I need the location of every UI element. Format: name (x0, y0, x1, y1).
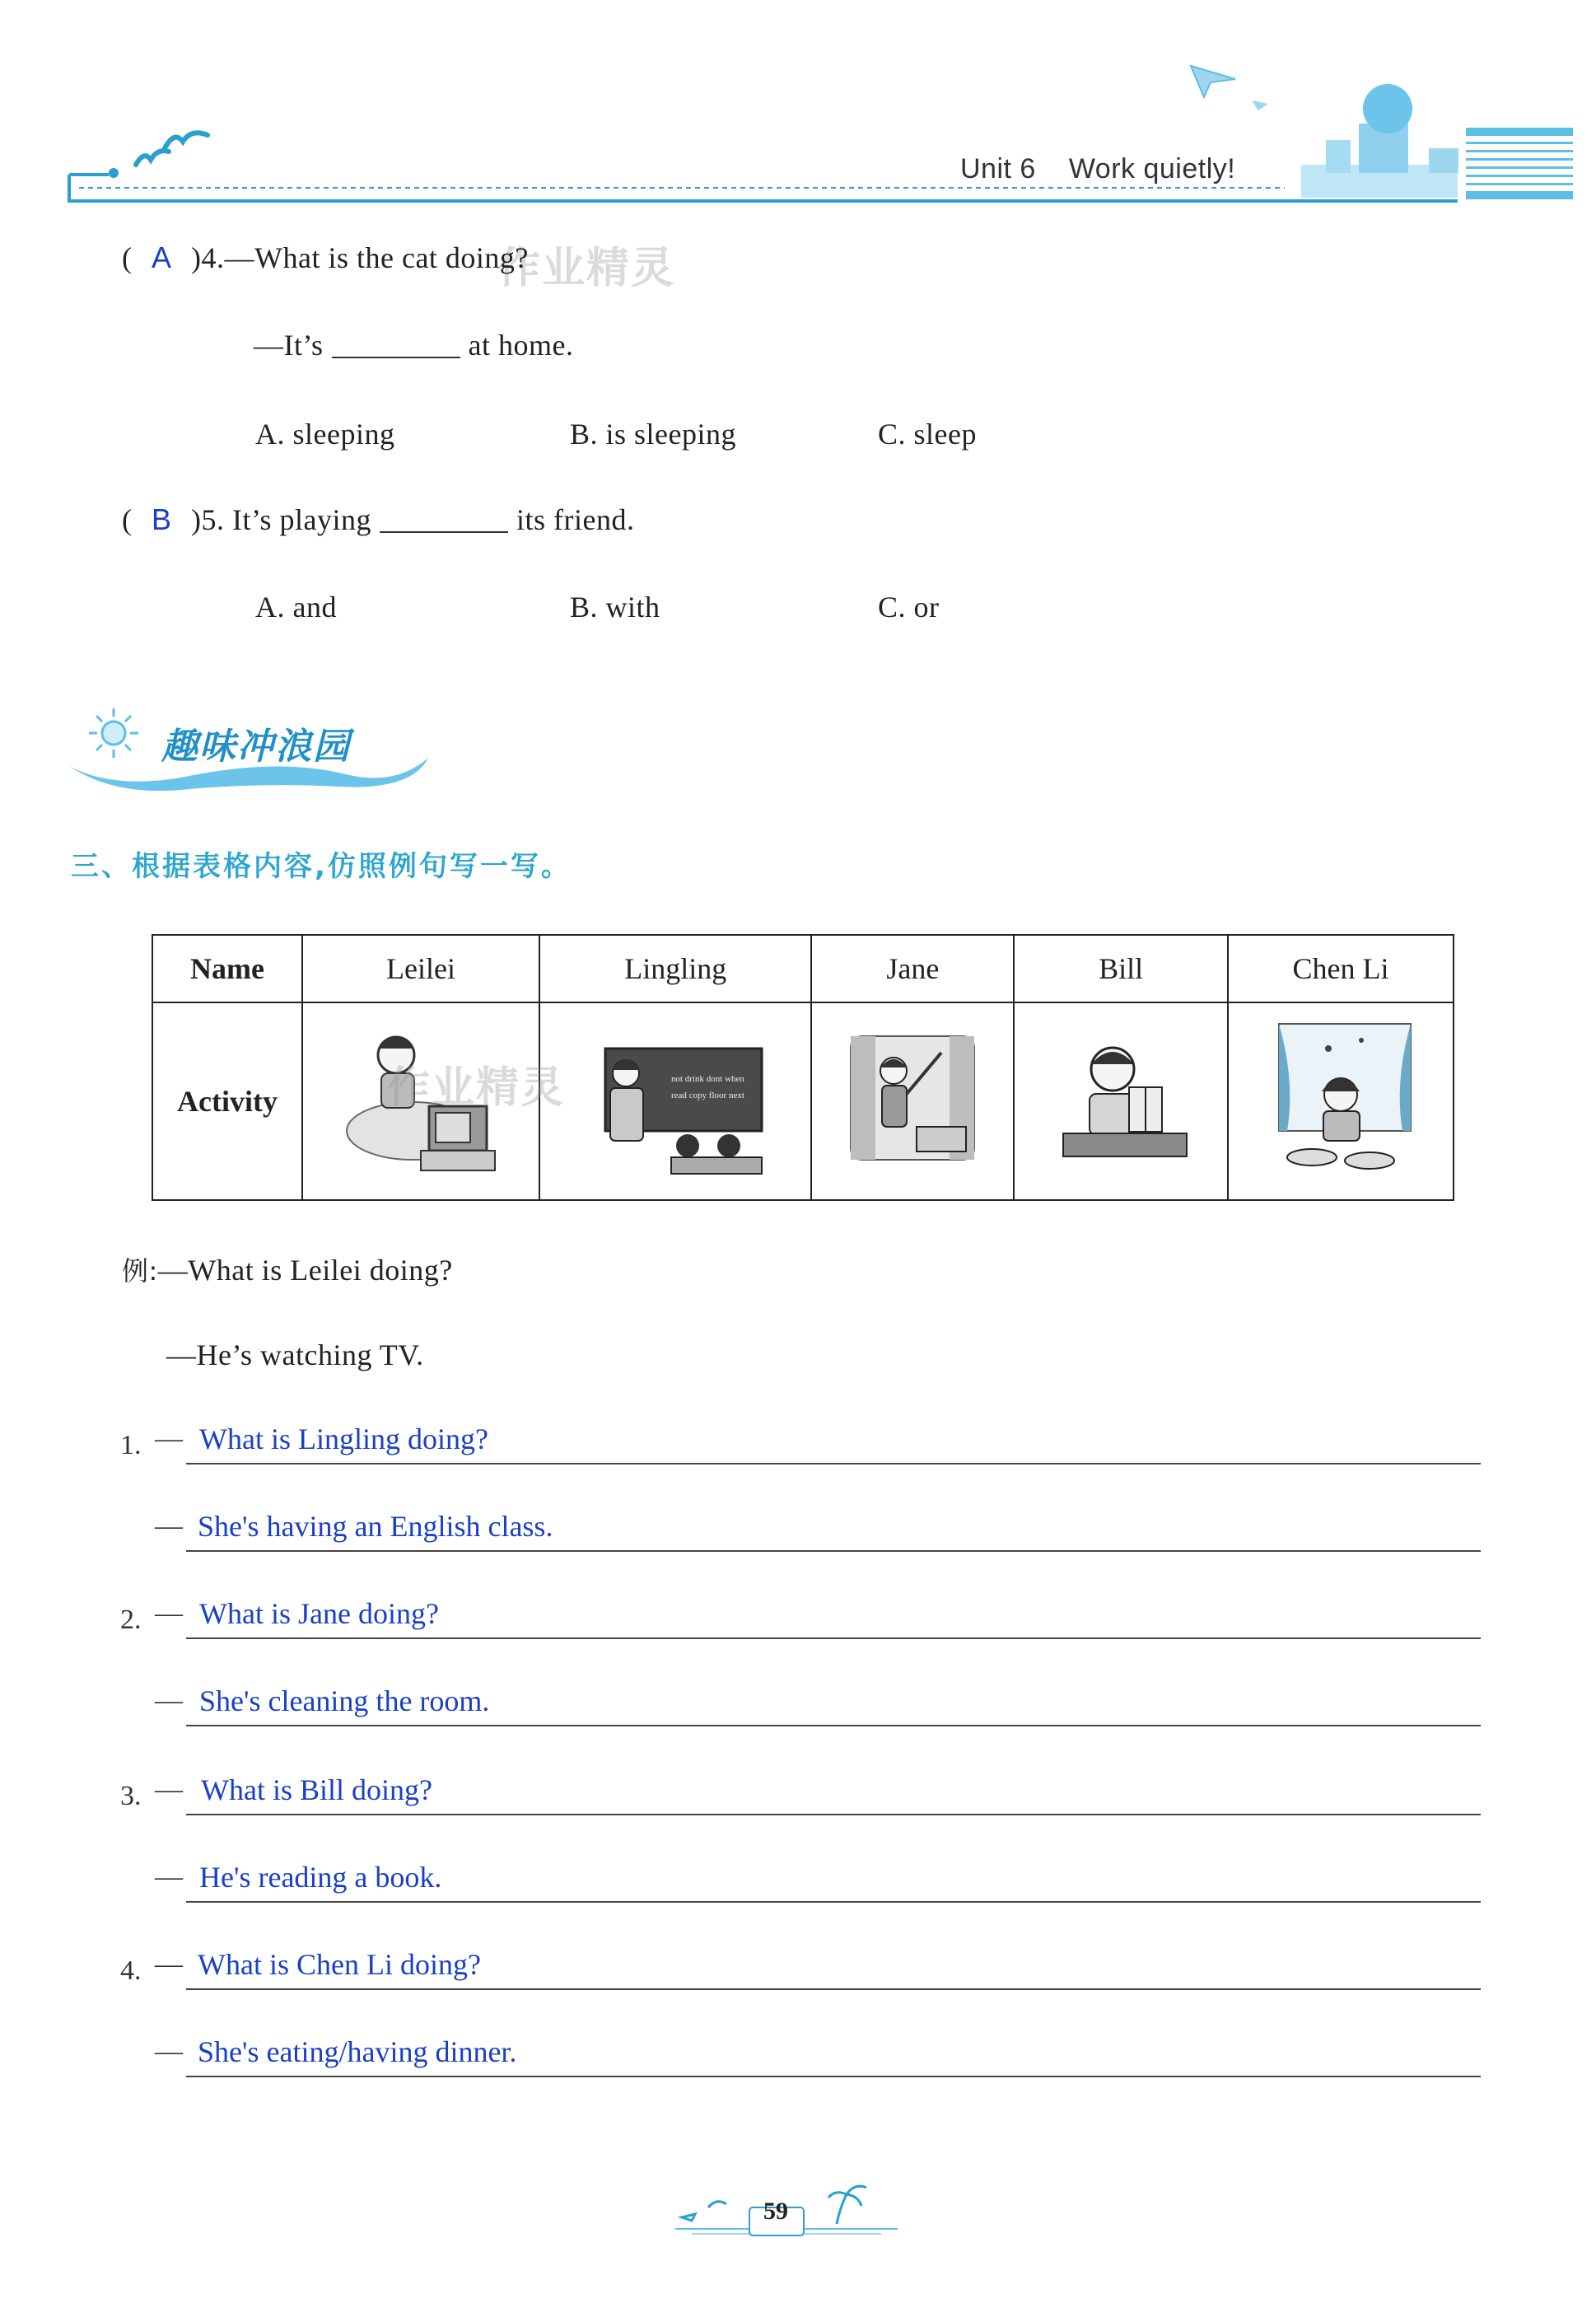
english-class-illustration (581, 1016, 770, 1180)
sun-icon (89, 708, 138, 758)
name-cell: Lingling (539, 935, 811, 1002)
dash: — (155, 1598, 183, 1628)
paren-open: ( (122, 241, 133, 274)
prompt-start: It’s playing (232, 503, 371, 536)
table-row-activity (152, 1002, 1454, 1200)
answer-question: What is Chen Li doing? (198, 1948, 481, 1981)
answer-question: What is Lingling doing? (199, 1422, 488, 1455)
desk-globe-icon (1301, 84, 1458, 198)
header-decoration (0, 0, 1596, 214)
activity-cell (1228, 1002, 1454, 1200)
answer-response: She's eating/having dinner. (198, 2035, 517, 2068)
prompt-end: its friend. (516, 503, 635, 536)
example-question-text: —What is Leilei doing? (157, 1254, 453, 1287)
question-4-option-a: A. sleeping (255, 418, 395, 451)
banner-title: 趣味冲浪园 (161, 726, 351, 768)
table-row-names (152, 935, 1454, 1002)
answer-number: 4. (120, 1955, 142, 1986)
dash: — (155, 2036, 183, 2067)
question-prompt: —What is the cat doing? (224, 241, 529, 274)
question-5-option-a: A. and (255, 591, 337, 624)
answer-question: What is Jane doing? (199, 1597, 439, 1630)
question-number: 4. (201, 241, 225, 274)
watermark: 作业精灵 (387, 1063, 566, 1113)
answer-line (186, 1901, 1481, 1903)
question-4-option-c: C. sleep (878, 418, 977, 451)
answer-number: 2. (120, 1605, 142, 1635)
question-5 (122, 502, 634, 537)
question-number: 5. (201, 503, 225, 536)
blackboard-line-1: not drink dont when (671, 1073, 745, 1084)
watermark: 作业精灵 (497, 244, 676, 293)
answer-choice: B (152, 502, 172, 536)
activity-cell (539, 1002, 811, 1200)
answer-line (186, 1550, 1481, 1552)
question-5-option-c: C. or (878, 591, 940, 624)
answer-line (186, 2076, 1481, 2077)
example-question (122, 1250, 453, 1288)
answer-line (186, 1463, 1481, 1464)
dash: — (155, 1862, 183, 1892)
name-cell: Bill (1014, 935, 1228, 1002)
paper-plane-icon (1191, 66, 1235, 97)
plane-icon (682, 2202, 726, 2221)
example-label: 例: (122, 1255, 158, 1287)
page-number: 59 (763, 2198, 788, 2225)
activity-header: Activity (152, 1002, 302, 1200)
question-4-response (254, 328, 573, 362)
boy-reading-illustration (1047, 1028, 1195, 1168)
paren-close: ) (191, 241, 202, 274)
answer-number: 1. (120, 1430, 142, 1460)
unit-label: Unit 6 (960, 153, 1036, 185)
girl-cleaning-illustration (842, 1028, 982, 1168)
answer-response: He's reading a book. (199, 1861, 442, 1894)
answer-question: What is Bill doing? (201, 1773, 432, 1806)
unit-header (960, 153, 1235, 185)
girl-eating-dinner-illustration (1262, 1016, 1419, 1180)
unit-title: Work quietly! (1068, 153, 1236, 185)
paren-close: ) (191, 503, 202, 536)
name-cell: Chen Li (1228, 935, 1454, 1002)
name-header: Name (152, 935, 302, 1002)
activity-table (152, 934, 1454, 1201)
section-title: 三、根据表格内容,仿照例句写一写。 (71, 850, 572, 883)
question-4-option-b: B. is sleeping (570, 418, 736, 451)
birds-icon (136, 133, 208, 165)
dash: — (155, 1685, 183, 1716)
answer-response: She's cleaning the room. (199, 1684, 490, 1717)
question-5-option-b: B. with (570, 591, 660, 624)
name-cell: Leilei (302, 935, 539, 1002)
answer-number: 3. (120, 1781, 142, 1811)
dash: — (155, 1423, 183, 1454)
activity-cell (1014, 1002, 1228, 1200)
response-end: at home. (468, 329, 574, 362)
fill-blank (332, 332, 460, 358)
name-cell: Jane (811, 935, 1014, 1002)
response-start: —It’s (254, 329, 324, 362)
fill-blank (380, 507, 508, 533)
answer-response: She's having an English class. (198, 1510, 553, 1543)
dash: — (155, 1949, 183, 1979)
answer-line (186, 1988, 1481, 1990)
header-stripes (1466, 128, 1573, 199)
paren-open: ( (122, 503, 133, 536)
dash: — (155, 1511, 183, 1541)
dash: — (155, 1774, 183, 1805)
activity-cell (811, 1002, 1014, 1200)
answer-line (186, 1814, 1481, 1815)
palm-tree-icon (828, 2186, 866, 2224)
answer-line (186, 1725, 1481, 1726)
question-4 (122, 241, 529, 275)
example-answer: —He’s watching TV. (166, 1338, 424, 1371)
answer-choice: A (152, 241, 172, 274)
answer-line (186, 1637, 1481, 1639)
blackboard-line-2: read copy floor next (671, 1090, 745, 1100)
